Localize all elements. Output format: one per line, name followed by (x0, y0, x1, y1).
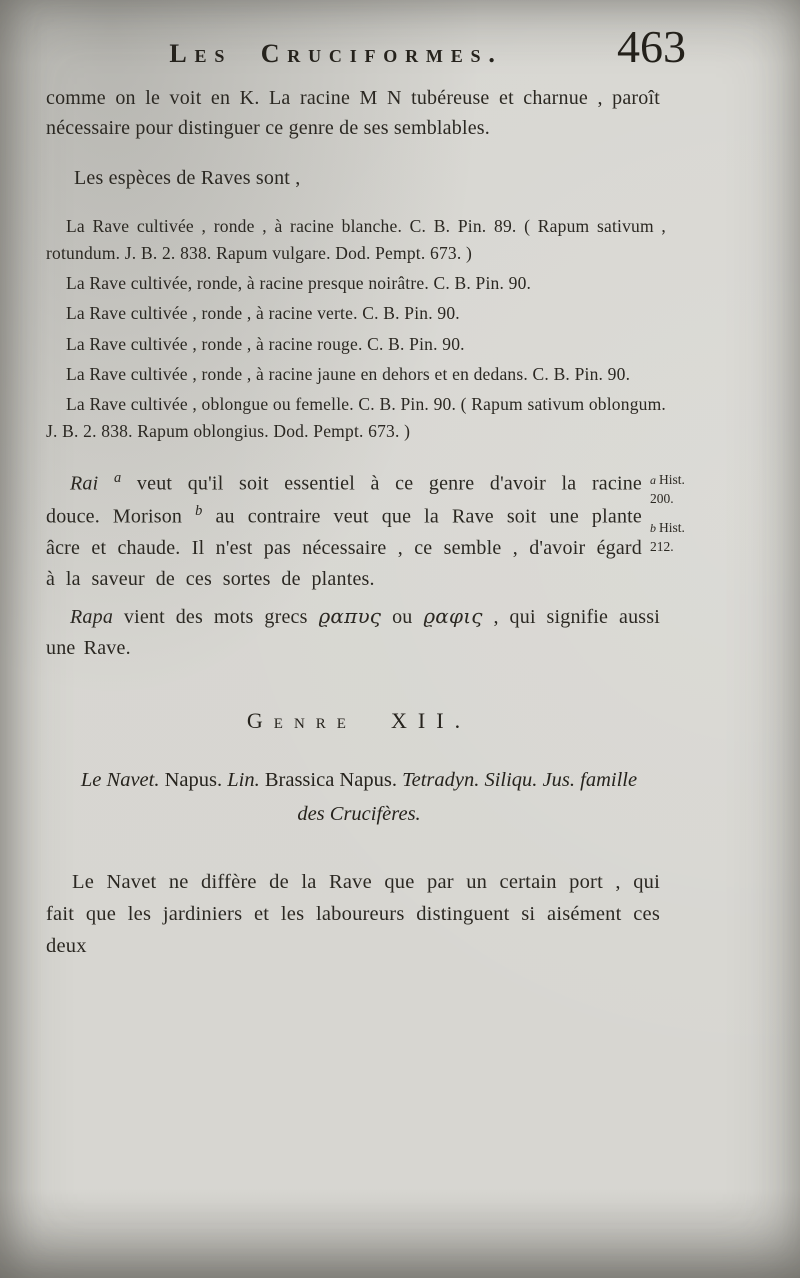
margin-note-ref: a (650, 473, 656, 487)
margin-note-a (650, 471, 742, 509)
rapa-text-3: , qui signifie aussi une Rave. (46, 606, 660, 660)
page-number: 463 (617, 21, 686, 72)
footnote-ref-b: b (195, 502, 203, 519)
title-seg-le-navet: Le Navet. (80, 769, 160, 792)
species-entry: La Rave cultivée, ronde, à racine presque noirâtre. C. B. Pin. 90. (66, 273, 532, 294)
margin-notes (650, 471, 742, 567)
rai-text-2: au contraire veut que la Rave soit une plante âcre et chaude. Il n'est pas nécessaire , ce semble , d'avoir égard à la saveur de ces sortes de plantes. (46, 505, 642, 590)
greek-word-1: ϱαπυς (318, 604, 382, 629)
rai-paragraph (46, 467, 642, 595)
margin-note-source: Hist. (659, 519, 685, 535)
margin-note-b (650, 519, 742, 557)
species-entry: La Rave cultivée , ronde , à racine verte. C. B. Pin. 90. (66, 303, 460, 324)
genre-heading: Genre XII. (246, 708, 472, 734)
footnote-ref-a: a (113, 470, 122, 486)
species-entry: La Rave cultivée , ronde , à racine jaune en dehors et en dedans. C. B. Pin. 90. (66, 363, 631, 384)
page-header (46, 21, 686, 72)
margin-note-page: 212. (650, 538, 674, 554)
species-entry: La Rave cultivée , ronde , à racine rouge. C. B. Pin. 90. (66, 333, 465, 354)
margin-note-source-line (650, 519, 742, 538)
rapa-text-1: vient des mots grecs (113, 606, 319, 629)
margin-note-source: Hist. (659, 472, 685, 487)
title-seg-brassica: Brassica Napus. (259, 769, 403, 792)
species-list (46, 213, 672, 445)
title-seg-napus: Napus. (159, 769, 228, 792)
intro-paragraph: comme on le voit en K. La racine M N tubéreuse et charnue , paroît nécessaire pour distinguer ce genre de ses semblables. (46, 87, 660, 139)
rai-text-1: veut qu'il soit essentiel à ce genre d'avoir la racine douce. Morison (46, 472, 642, 528)
margin-note-ref: b (650, 520, 656, 535)
margin-note-source-line (650, 471, 742, 490)
margin-note-page: 200. (650, 490, 674, 506)
author-name-rai: Rai (70, 472, 114, 495)
rapa-text-2: ou (381, 606, 424, 629)
title-seg-lin: Lin. (227, 769, 260, 792)
rai-section (46, 467, 685, 595)
species-entry: La Rave cultivée , ronde , à racine blanche. C. B. Pin. 89. ( Rapum sativum , rotundum. J. B. 2. 838. Rapum vulgare. Dod. Pempt. 673. ) (46, 216, 666, 264)
species-entry: La Rave cultivée , oblongue ou femelle. C. B. Pin. 90. ( Rapum sativum oblongum. J. B. 2. 838. Rapum oblongius. Dod. Pempt. 673. ) (46, 393, 666, 441)
species-title (69, 764, 649, 830)
running-title: Les Cruciformes. (169, 39, 503, 68)
rapa-paragraph (46, 601, 660, 664)
greek-word-2: ϱαφις (423, 604, 483, 629)
closing-paragraph: Le Navet ne diffère de la Rave que par un certain port , qui fait que les jardiniers et les laboureurs distinguent si aisément ces deux (46, 870, 660, 957)
title-seg-famille: Tetradyn. Siliqu. Jus. famille des Crucifères. (297, 769, 638, 825)
latin-word-rapa: Rapa (70, 606, 114, 629)
especes-line: Les espèces de Raves sont , (74, 167, 301, 189)
